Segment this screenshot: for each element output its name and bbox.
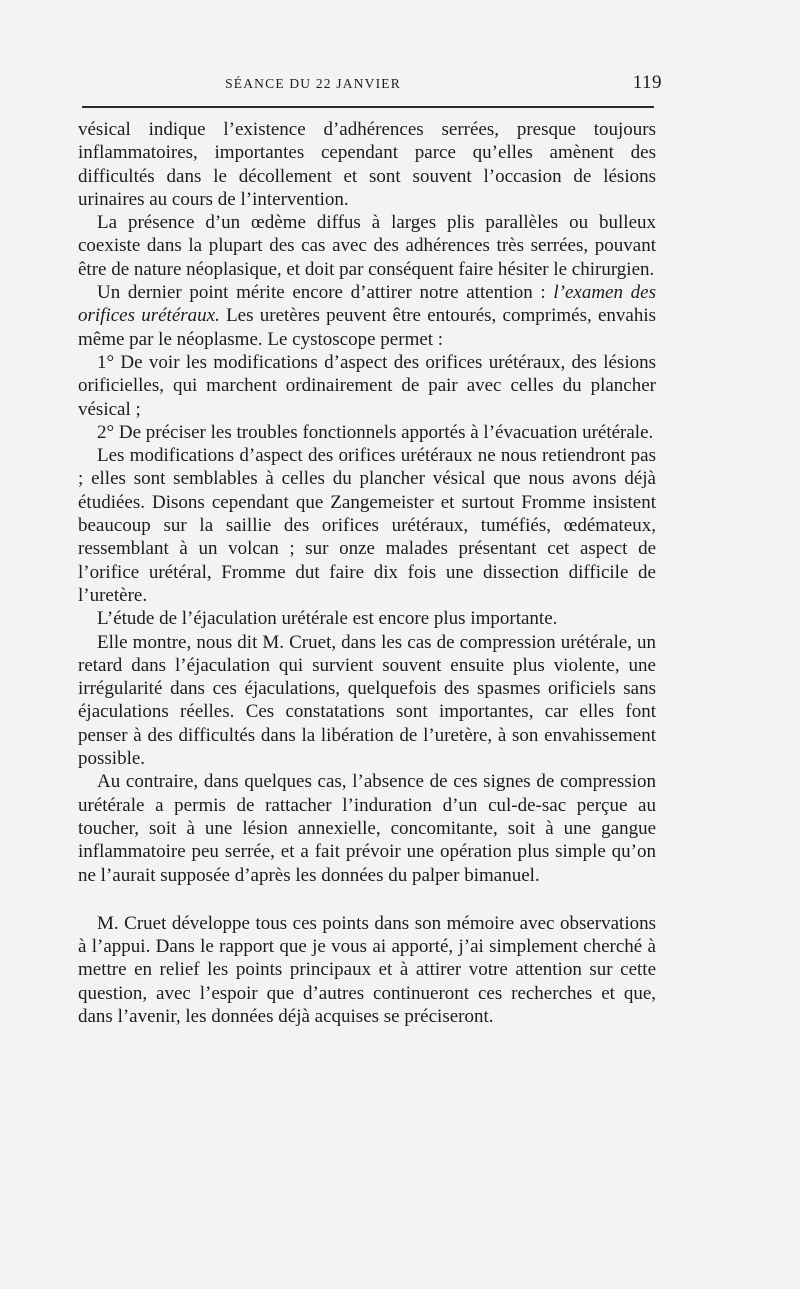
- running-title: SÉANCE DU 22 JANVIER: [225, 76, 401, 91]
- paragraph-oedeme: La présence d’un œdème diffus à larges plis parallèles ou bulleux coexiste dans la plupart des cas avec des adhérences très serrées, pouvant être de nature néoplasique, et doit par conséquent faire hésiter le chirurgien.: [78, 212, 656, 280]
- paragraph-continuation: vésical indique l’existence d’adhérences serrées, presque toujours inflammatoires, importantes cependant parce qu’elles amènent des difficultés dans le décollement et sont souvent l’occasion de lésions urinaires au cours de l’intervention.: [78, 119, 656, 210]
- paragraph-conclusion: M. Cruet développe tous ces points dans son mémoire avec observations à l’appui. Dans le rapport que je vous ai apporté, j’ai simplement cherché à mettre en relief les points principaux et à attirer votre attention sur cette question, avec l’espoir que d’autres continueront ces recherches et que, dans l’avenir, les données déjà acquises se préciseront.: [78, 912, 656, 1027]
- running-head: [78, 72, 662, 98]
- italic-term-examen-orifices: l’examen des orifices urétéraux.: [78, 282, 656, 327]
- paragraph-cruet: Elle montre, nous dit M. Cruet, dans les cas de compression urétérale, un retard dans l’éjaculation qui survient souvent ensuite plus violente, une irrégularité dans ces éjaculations, quelquefois des spasmes orificiels sans éjaculations réelles. Ces constatations sont importantes, car elles font penser à des difficultés dans la libération de l’uretère, à son envahissement possible.: [78, 631, 656, 770]
- paragraph-orifices-intro-tail: Les uretères peuvent être entourés, comprimés, envahis même par le néoplasme. Le cystoscope permet :: [78, 305, 656, 350]
- header-rule: [82, 106, 654, 108]
- paragraph-orifices-intro: [78, 281, 656, 351]
- paragraph-au-contraire: Au contraire, dans quelques cas, l’absence de ces signes de compression urétérale a permis de rattacher l’induration d’un cul-de-sac perçue au toucher, soit à une lésion annexielle, concomitante, soit à une gangue inflammatoire peu serrée, et a fait prévoir une opération plus simple qu’on ne l’aurait supposée d’après les données du palper bimanuel.: [78, 771, 656, 886]
- paragraph-orifices-intro-lead: Un dernier point mérite encore d’attirer notre attention :: [97, 282, 554, 304]
- paragraph-modifications: Les modifications d’aspect des orifices urétéraux ne nous retiendront pas ; elles sont semblables à celles du plancher vésical que nous avons déjà étudiées. Disons cependant que Zangemeister et surtout Fromme insistent beaucoup sur la saillie des orifices urétéraux, tuméfiés, œdémateux, ressemblant à un volcan ; sur onze malades présentant cet aspect de l’orifice urétéral, Fromme dut faire dix fois une dissection difficile de l’uretère.: [78, 445, 656, 606]
- page-number: 119: [632, 72, 662, 93]
- paragraph-ejaculation-etude: L’étude de l’éjaculation urétérale est encore plus importante.: [97, 608, 558, 630]
- body-text: [78, 118, 656, 1028]
- list-item-1: 1° De voir les modifications d’aspect des orifices urétéraux, des lésions orificielles, qui marchent ordinairement de pair avec celles du plancher vésical ;: [78, 351, 656, 420]
- list-item-2: 2° De préciser les troubles fonctionnels apportés à l’évacuation urétérale.: [97, 421, 654, 443]
